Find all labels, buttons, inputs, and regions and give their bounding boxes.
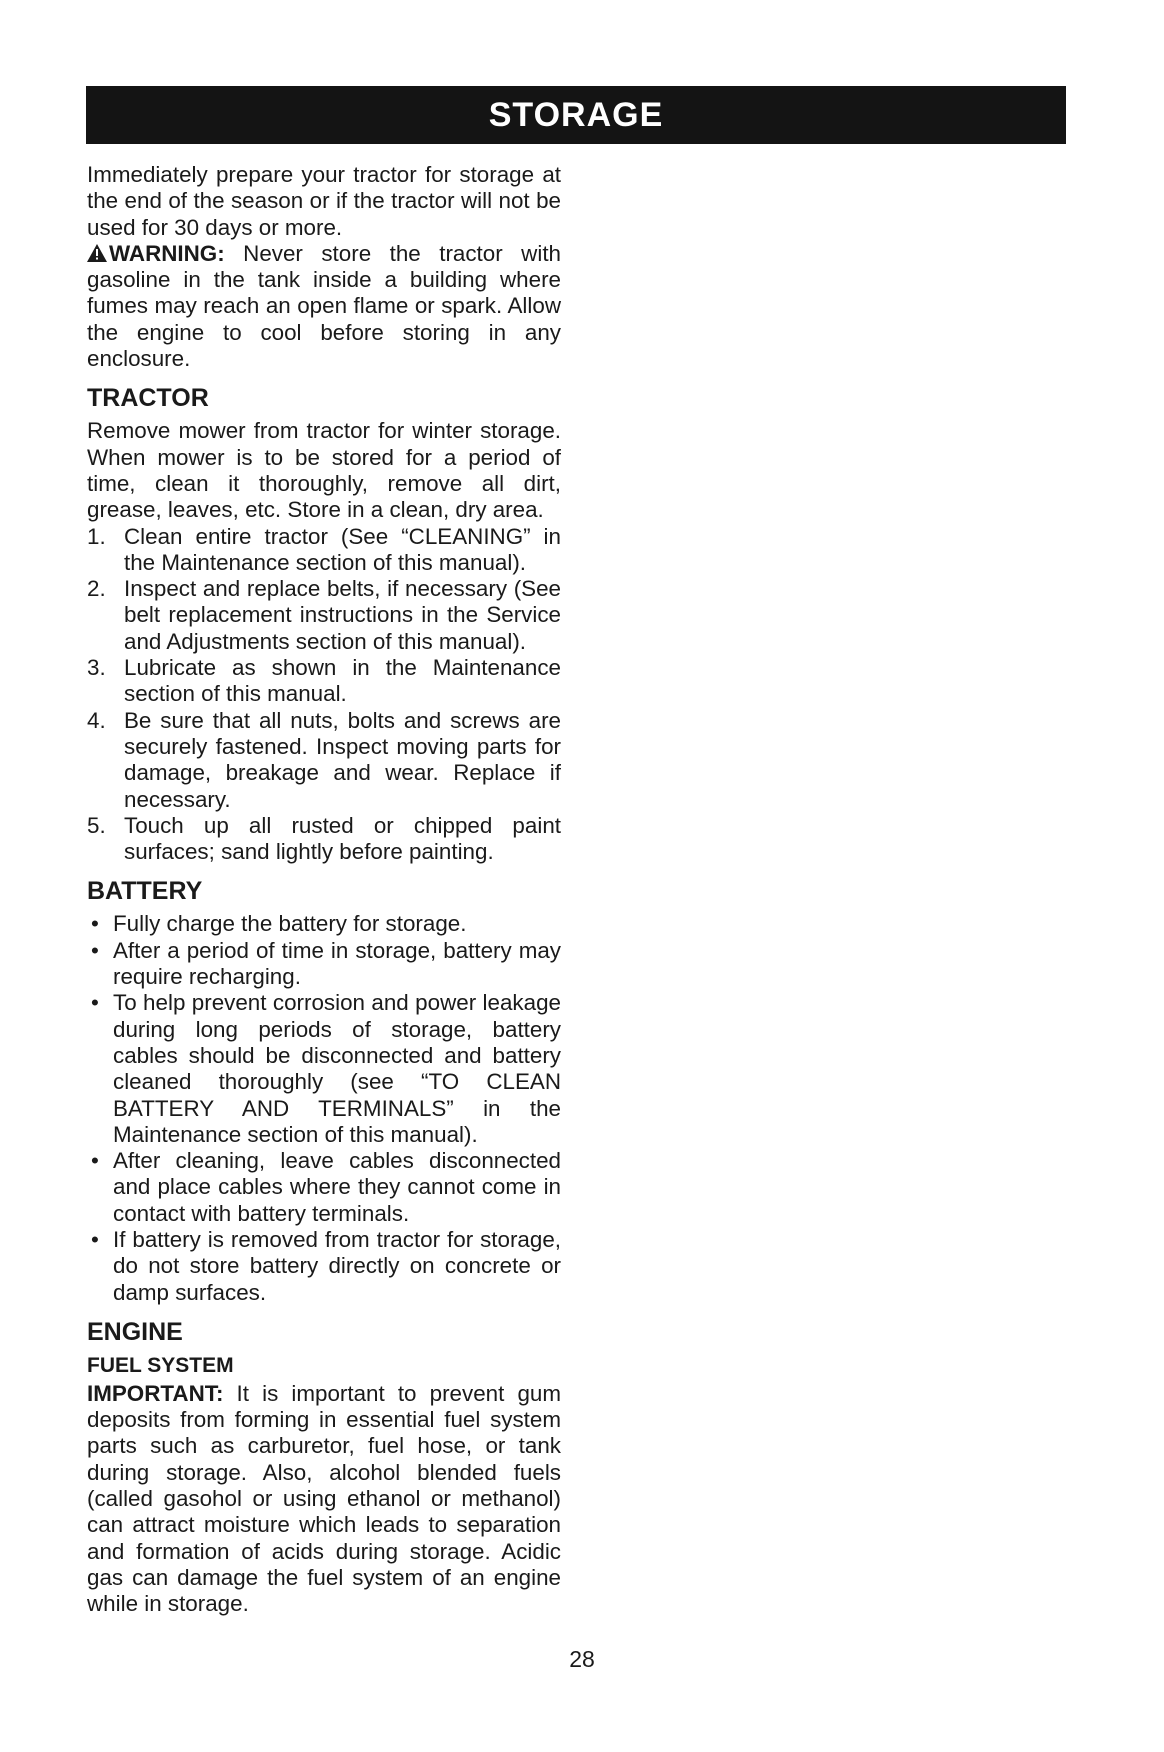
- list-item: 3. Lubricate as shown in the Maintenance section of this manual.: [87, 655, 561, 707]
- warning-icon: [87, 244, 107, 262]
- list-item: 1. Clean entire tractor (See “CLEANING” in the Maintenance section of this manual).: [87, 523, 561, 575]
- important-text: It is important to prevent gum deposits from forming in essential fuel system parts such as carburetor, fuel hose, or tank during storage. Also, alcohol blended fuels (called gasohol or using ethanol or methanol) can attract moisture which leads to separation and formation of acids during storage. Acidic gas can damage the fuel system of an engine while in storage.: [87, 1380, 561, 1617]
- left-column: [87, 162, 561, 1618]
- list-item: 5. Touch up all rusted or chipped paint surfaces; sand lightly before painting.: [87, 812, 561, 865]
- tractor-heading: TRACTOR: [87, 384, 209, 413]
- list-item: • After a period of time in storage, battery may require recharging.: [91, 937, 561, 990]
- important-label: IMPORTANT:: [87, 1380, 224, 1406]
- warning-label: WARNING:: [109, 240, 225, 266]
- section-banner: [86, 86, 1066, 144]
- intro-text: Immediately prepare your tractor for storage at the end of the season or if the tractor will not be used for 30 days or more.: [87, 162, 561, 240]
- list-item: • If battery is removed from tractor for storage, do not store battery directly on concrete or damp surfaces.: [91, 1226, 561, 1305]
- fuel-important-paragraph: [87, 1381, 561, 1618]
- intro-paragraph: [87, 162, 561, 372]
- page-number: 28: [569, 1646, 595, 1672]
- list-item: • Fully charge the battery for storage.: [91, 911, 467, 937]
- list-item: • To help prevent corrosion and power leakage during long periods of storage, battery cables should be disconnected and battery cleaned thoroughly (see “TO CLEAN BATTERY AND TERMINALS” in the Maintenance section of this manual).: [91, 990, 561, 1147]
- fuel-system-heading: FUEL SYSTEM: [87, 1353, 234, 1377]
- warning-text: Never store the tractor with gasoline in the tank inside a building where fumes may reach an open flame or spark. Allow the engine to cool before storing in any enclosure.: [87, 240, 561, 372]
- list-item: 2. Inspect and replace belts, if necessary (See belt replacement instructions in the Service and Adjustments section of this manual).: [87, 576, 561, 654]
- battery-heading: BATTERY: [87, 877, 203, 906]
- list-item: 4. Be sure that all nuts, bolts and screws are securely fastened. Inspect moving parts for damage, breakage and wear. Replace if necessary.: [87, 707, 561, 812]
- tractor-text: Remove mower from tractor for winter storage. When mower is to be stored for a period of time, clean it thoroughly, remove all dirt, grease, leaves, etc. Store in a clean, dry area.: [87, 418, 561, 523]
- engine-heading: ENGINE: [87, 1317, 183, 1346]
- battery-bullets: [87, 911, 561, 1305]
- tractor-steps: [87, 524, 561, 866]
- list-item: • After cleaning, leave cables disconnected and place cables where they cannot come in contact with battery terminals.: [91, 1148, 561, 1226]
- page-title: STORAGE: [488, 95, 664, 134]
